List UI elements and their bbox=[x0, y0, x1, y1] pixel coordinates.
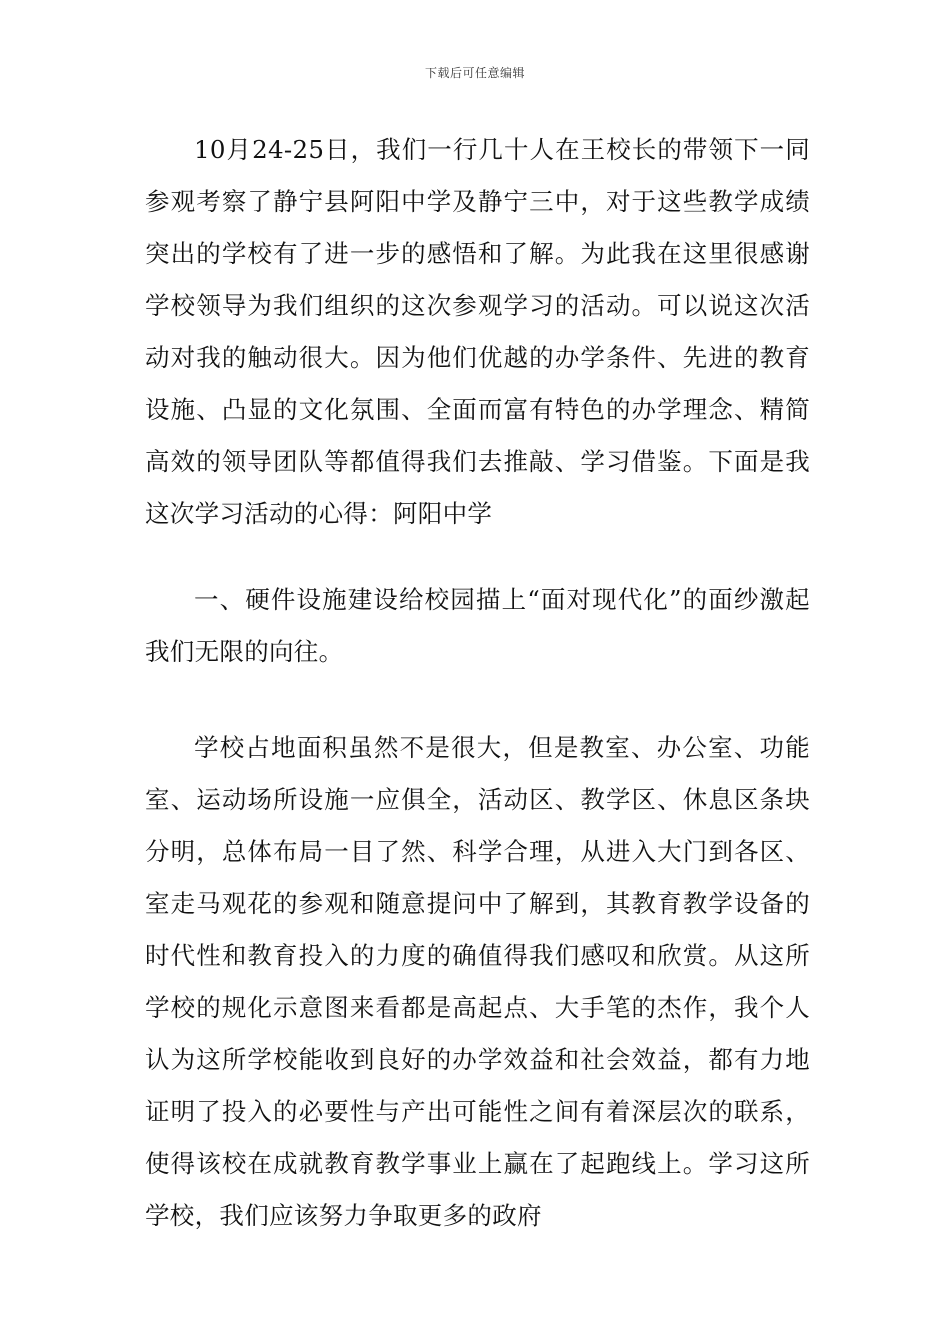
paragraph-section-heading: 一、硬件设施建设给校园描上“面对现代化”的面纱激起我们无限的向往。 bbox=[145, 585, 810, 666]
paragraph-facilities: 学校占地面积虽然不是很大，但是教室、办公室、功能室、运动场所设施一应俱全，活动区、教学区、休息区条块分明，总体布局一目了然、科学合理，从进入大门到各区、室走马观花的参观和随意提问中了解到，其教育教学设备的时代性和教育投入的力度的确值得我们感叹和欣赏。从这所学校的规化示意图来看都是高起点、大手笔的杰作，我个人认为这所学校能收到良好的办学效益和社会效益，都有力地证明了投入的必要性与产出可能性之间有着深层次的联系，使得该校在成就教育教学事业上赢在了起跑线上。学习这所学校，我们应该努力争取更多的政府 bbox=[145, 733, 810, 1230]
page-header-note: 下载后可任意编辑 bbox=[424, 66, 525, 80]
paragraph-intro: 10月24-25日，我们一行几十人在王校长的带领下一同参观考察了静宁县阿阳中学及静宁三中，对于这些教学成绩突出的学校有了进一步的感悟和了解。为此我在这里很感谢学校领导为我们组织的这次参观学习的活动。可以说这次活动对我的触动很大。因为他们优越的办学条件、先进的教育设施、凸显的文化氛围、全面而富有特色的办学理念、精简高效的领导团队等都值得我们去推敲、学习借鉴。下面是我这次学习活动的心得：阿阳中学 bbox=[145, 135, 810, 528]
